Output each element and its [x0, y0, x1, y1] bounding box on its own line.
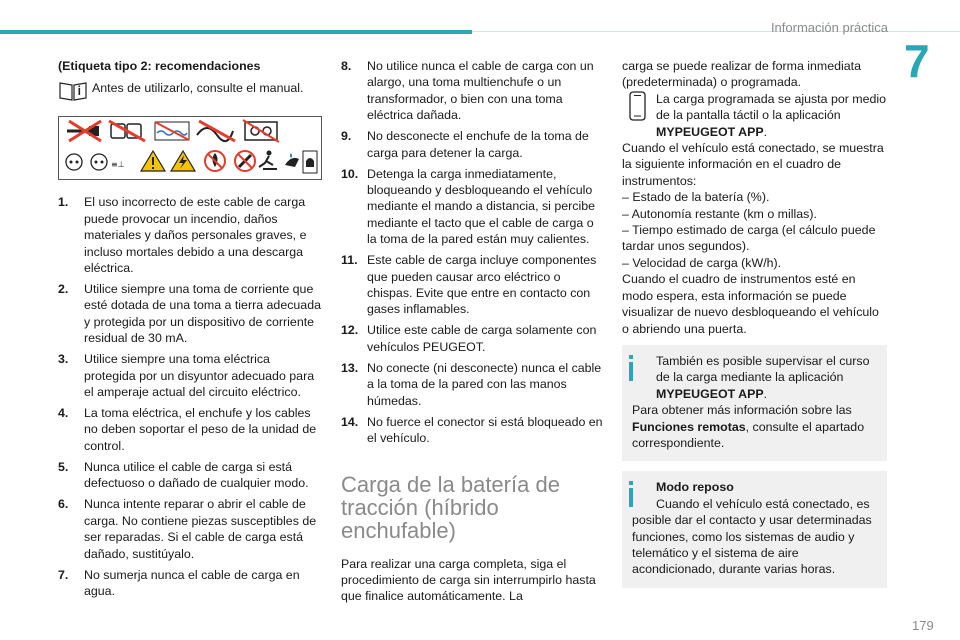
- wet-hands-icon: [285, 153, 299, 167]
- no-extension-icon: [67, 121, 101, 141]
- recommendations-list-1: [58, 194, 322, 599]
- list-item: 10. Detenga la carga inmediatamente, bloqueando y desbloqueando el vehículo mediante el mando a distancia, si percibe mediante el tacto que el cable de carga o la toma de la pared están muy calientes.: [341, 166, 595, 247]
- list-item: 8. No utilice nunca el cable de carga con un alargo, una toma multienchufe o un transformador, o bien con una toma eléctrica dañada.: [341, 59, 594, 123]
- handle-with-care-icon: [303, 151, 317, 173]
- box-title: Modo reposo: [656, 480, 734, 495]
- trip-hazard-icon: [259, 151, 277, 170]
- no-tool-icon: [235, 151, 255, 171]
- list-item: 2. Utilice siempre una toma de corriente que esté dotada de una toma a tierra adecuada y protegida por un dispositivo de corriente residual de 30 mA.: [58, 282, 321, 346]
- book-icon: [58, 80, 88, 102]
- remote-functions-label: Funciones remotas: [632, 419, 746, 434]
- socket-icons: [66, 154, 125, 170]
- warning-triangle-icon: [141, 151, 165, 171]
- app-name: MYPEUGEOT APP: [656, 124, 764, 139]
- list-item: 13. No conecte (ni desconecte) nunca el cable a la toma de la pared con las manos húmedas.: [341, 360, 602, 408]
- page-header-title: Información práctica: [770, 20, 888, 35]
- list-item: 9. No desconecte el enchufe de la toma de carga para detener la carga.: [341, 129, 589, 160]
- no-adapter-icon: [243, 120, 279, 142]
- list-item: 1. El uso incorrecto de este cable de carga puede provocar un incendio, daños materiales y daños personales graves, e incluso mortales debido a una descarga eléctrica.: [58, 195, 307, 276]
- column-3: [622, 58, 887, 588]
- section-intro: Para realizar una carga completa, siga el procedimiento de carga sin interrumpirlo hasta que finalice automáticamente. La: [341, 556, 596, 604]
- no-water-icon: [155, 122, 189, 140]
- list-item: – Estado de la batería (%).: [622, 190, 770, 205]
- no-flame-icon: [205, 151, 225, 171]
- list-item: 14. No fuerce el conector si está bloqueado en el vehículo.: [341, 414, 603, 446]
- box-text: Cuando el vehículo está conectado, es posible dar el contacto y usar determinadas funciones, como los sistemas de audio y telemático y el sistema de aire acondicionado, durante varias horas.: [632, 496, 872, 577]
- chapter-number: 7: [904, 35, 930, 87]
- list-item: – Velocidad de carga (kW/h).: [622, 255, 782, 270]
- list-item: 3. Utilice siempre una toma eléctrica protegida por un disyuntor adecuado para el amperaje actual del circuito eléctrico.: [58, 352, 315, 400]
- warning-pictograms: [58, 116, 322, 180]
- info-icon: [628, 355, 634, 381]
- paragraph: Cuando el cuadro de instrumentos esté en modo espera, esta información se puede visualizar de nuevo desbloqueando el vehículo o abriendo una puerta.: [622, 272, 879, 336]
- label-title: (Etiqueta tipo 2: recomendaciones: [58, 59, 261, 73]
- no-cable-hanging-icon: [197, 121, 235, 141]
- list-item: 4. La toma eléctrica, el enchufe y los cables no deben soportar el peso de la unidad de control.: [58, 406, 317, 453]
- high-voltage-icon: [171, 151, 195, 171]
- phone-icon: [622, 91, 652, 125]
- app-name: MYPEUGEOT APP: [656, 386, 764, 401]
- phone-note-text: La carga programada se ajusta por medio de la pantalla táctil o la aplicación: [656, 91, 887, 123]
- dash-list: [622, 189, 887, 271]
- recommendations-list-2: [341, 58, 603, 447]
- list-item: 7. No sumerja nunca el cable de carga en agua.: [58, 567, 300, 598]
- no-multiplug-icon: [109, 121, 145, 141]
- section-title: Carga de la batería de tracción (híbrido enchufable): [341, 471, 560, 543]
- phone-note: La carga programada se ajusta por medio de la pantalla táctil o la aplicación MYPEUGEOT APP.: [622, 91, 887, 140]
- info-box-supervision: También es posible supervisar el curso de la carga mediante la aplicación MYPEUGEOT APP. Para obtener más información sobre las Funciones remotas, consulte el apartado correspondiente.: [622, 345, 887, 461]
- header-accent-bar: [0, 30, 472, 34]
- list-item: 5. Nunca utilice el cable de carga si está defectuoso o dañado de cualquier modo.: [58, 459, 309, 491]
- paragraph: carga se puede realizar de forma inmediata (predeterminada) o programada.: [622, 59, 861, 90]
- manual-note-text: Antes de utilizarlo, consulte el manual.: [92, 81, 304, 96]
- paragraph: Cuando el vehículo está conectado, se muestra la siguiente información en el cuadro de instrumentos:: [622, 141, 884, 188]
- info-box-standby: [622, 471, 887, 587]
- list-item: 11. Este cable de carga incluye componentes que pueden causar arco eléctrico o chispas. Evite que entre en contacto con gases inflamables.: [341, 253, 597, 317]
- svg-text:≡⊥: ≡⊥: [111, 160, 125, 170]
- list-item: 12. Utilice este cable de carga solamente con vehículos PEUGEOT.: [341, 323, 597, 354]
- column-2: [341, 58, 603, 605]
- manual-note: [58, 80, 322, 102]
- list-item: – Autonomía restante (km o millas).: [622, 206, 817, 221]
- list-item: – Tiempo estimado de carga (el cálculo puede tardar unos segundos).: [622, 223, 876, 254]
- page-number: 179: [912, 618, 934, 633]
- list-item: 6. Nunca intente reparar o abrir el cable de carga. No contiene piezas susceptibles de ser reparadas. Si el cable de carga está dañado, sustitúyalo.: [58, 497, 317, 561]
- info-icon: [628, 481, 634, 507]
- column-1: [58, 58, 322, 604]
